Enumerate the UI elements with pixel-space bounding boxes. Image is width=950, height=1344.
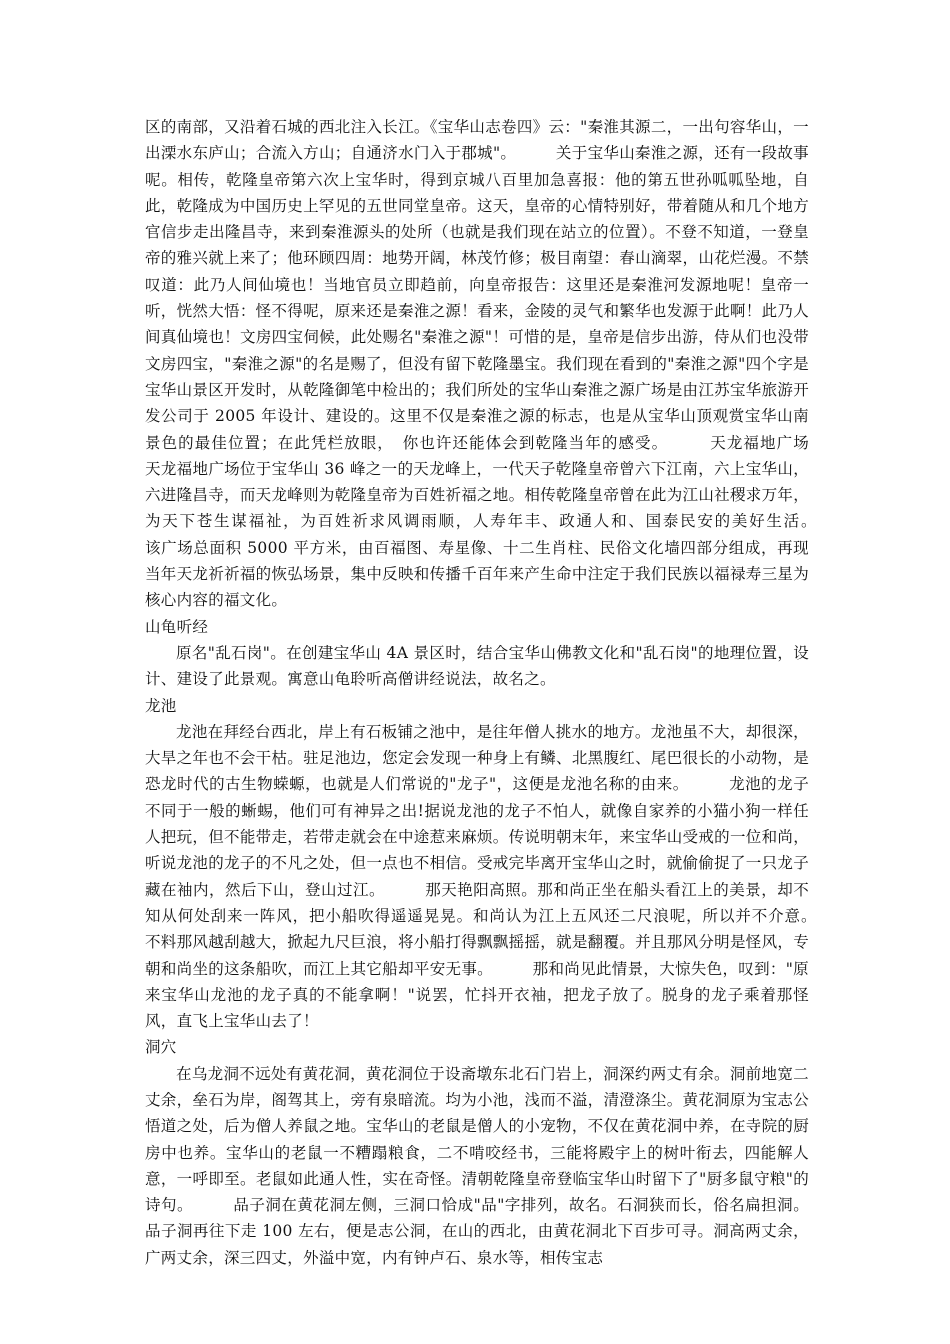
document-page — [145, 114, 857, 1271]
longchi-paragraph: 龙池在拜经台西北，岸上有石板铺之池中，是往年僧人挑水的地方。龙池虽不大，却很深，大旱之年也不会干枯。驻足池边，您定会发现一种身上有鳞、北黑腹红、尾巴很长的小动物，是恐龙时代的古生物蝾螈，也就是人们常说的"龙子"，这便是龙池名称的由来。 龙池的龙子不同于一般的蜥蜴，他们可有神异之出!据说龙池的龙子不怕人，就像自家养的小猫小狗一样任人把玩，但不能带走，若带走就会在中途惹来麻烦。传说明朝末年，来宝华山受戒的一位和尚，听说龙池的龙子的不凡之处，但一点也不相信。受戒完毕离开宝华山之时，就偷偷捉了一只龙子藏在袖内，然后下山，登山过江。 那天艳阳高照。那和尚正坐在船头看江上的美景，却不知从何处刮来一阵风，把小船吹得遥遥晃晃。和尚认为江上五风还二尺浪呢，所以并不介意。 不料那风越刮越大，掀起九尺巨浪，将小船打得飘飘摇摇，就是翻覆。并且那风分明是怪风，专朝和尚坐的这条船吹，而江上其它船却平安无事。 那和尚见此情景，大惊失色，叹到："原来宝华山龙池的龙子真的不能拿啊！"说罢，忙抖开衣袖，把龙子放了。脱身的龙子乘着那怪风，直飞上宝华山去了！ — [145, 722, 857, 1031]
section-heading-shangui-tingjing: 山龟听经 — [145, 617, 209, 636]
section-heading-longchi: 龙池 — [145, 696, 177, 715]
shangui-paragraph: 原名"乱石岗"。在创建宝华山 4A 景区时，结合宝华山佛教文化和"乱石岗"的地理位置，设计、建设了此景观。寓意山龟聆听高僧讲经说法，故名之。 — [145, 643, 809, 689]
section-heading-dongxue: 洞穴 — [145, 1038, 177, 1057]
dongxue-paragraph: 在乌龙洞不远处有黄花洞，黄花洞位于设斋墩东北石门岩上，洞深约两丈有余。洞前地宽二丈余，垒石为岸，阁驾其上，旁有泉暗流。均为小池，浅而不溢，清澄涤尘。黄花洞原为宝志公悟道之处，后为僧人养鼠之地。宝华山的老鼠是僧人的小宠物，不仅在黄花洞中养，在寺院的厨房中也养。宝华山的老鼠一不糟蹋粮食，二不啃咬经书，三能将殿宇上的树叶衔去，四能解人意，一呼即至。老鼠如此通人性，实在奇怪。清朝乾隆皇帝登临宝华山时留下了"厨多鼠守粮"的诗句。 品子洞在黄花洞左侧，三洞口恰成"品"字排列，故名。石洞狭而长，俗名扁担洞。品子洞再往下走 100 左右，便是志公洞，在山的西北，由黄花洞北下百步可寻。洞高两丈余，广两丈余，深三四丈，外溢中宽，内有钟卢石、泉水等，相传宝志 — [145, 1064, 809, 1267]
intro-paragraph: 区的南部，又沿着石城的西北注入长江。《宝华山志卷四》云："秦淮其源二，一出句容华山，一出溧水东庐山；合流入方山；自通济水门入于郡城"。 关于宝华山秦淮之源，还有一段故事呢。相传，乾隆皇帝第六次上宝华时，得到京城八百里加急喜报：他的第五世孙呱呱坠地，自此，乾隆成为中国历史上罕见的五世同堂皇帝。这天，皇帝的心情特别好，带着随从和几个地方官信步走出隆昌寺，来到秦淮源头的处所（也就是我们现在站立的位置）。不登不知道，一登皇帝的雅兴就上来了；他环顾四周：地势开阔，林茂竹修；极目南望：春山滴翠，山花烂漫。不禁叹道：此乃人间仙境也！当地官员立即趋前，向皇帝报告：这里还是秦淮河发源地呢！皇帝一听，恍然大悟：怪不得呢，原来还是秦淮之源！看来，金陵的灵气和繁华也发源于此啊！此乃人间真仙境也！文房四宝伺候，此处赐名"秦淮之源"！可惜的是，皇帝是信步出游，侍从们也没带文房四宝，"秦淮之源"的名是赐了，但没有留下乾隆墨宝。我们现在看到的"秦淮之源"四个字是宝华山景区开发时，从乾隆御笔中检出的；我们所处的宝华山秦淮之源广场是由江苏宝华旅游开发公司于 2005 年设计、建设的。这里不仅是秦淮之源的标志，也是从宝华山顶观赏宝华山南景色的最佳位置；在此凭栏放眼， 你也许还能体会到乾隆当年的感受。 天龙福地广场 天龙福地广场位于宝华山 36 峰之一的天龙峰上，一代天子乾隆皇帝曾六下江南，六上宝华山，六进隆昌寺，而天龙峰则为乾隆皇帝为百姓祈福之地。相传乾隆皇帝曾在此为江山社稷求万年，为天下苍生谋福祉，为百姓祈求风调雨顺，人寿年丰、政通人和、国泰民安的美好生活。 该广场总面积 5000 平方米，由百福图、寿星像、十二生肖柱、民俗文化墙四部分组成，再现当年天龙祈祈福的恢弘场景，集中反映和传播千百年来产生命中注定于我们民族以福禄寿三星为核心内容的福文化。 — [145, 118, 857, 610]
